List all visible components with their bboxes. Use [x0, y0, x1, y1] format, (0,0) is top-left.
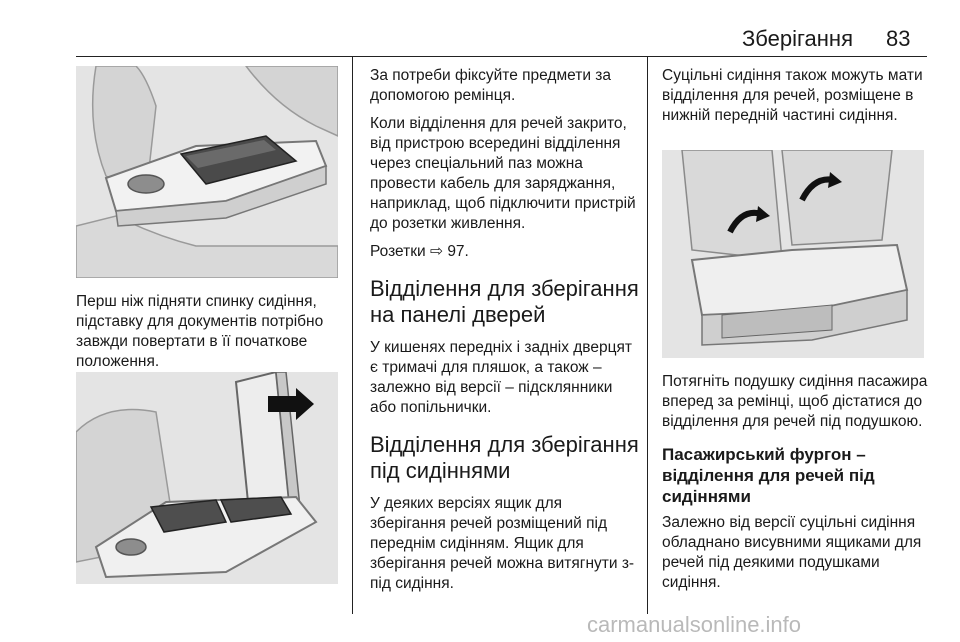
heading-van-under-seat: Пасажирський фургон – відділення для речей під сидіннями	[662, 445, 875, 506]
armrest-closed-illustration	[76, 66, 338, 278]
paragraph-door-pockets: У кишенях передніх і задніх дверцят є тримачі для пляшок, а також – залежно від версії – підсклянники або попільнички.	[370, 339, 632, 416]
column-divider-right	[647, 57, 648, 614]
paragraph-under-seat-drawer: У деяких версіях ящик для зберігання речей розміщений під переднім сидінням. Ящик для зберігання речей можна витягнути з-під сидіння.	[370, 495, 635, 592]
watermark: carmanualsonline.info	[587, 612, 802, 637]
column-1	[76, 292, 342, 380]
figure-caption: Перш ніж підняти спинку сидіння, підставку для документів потрібно завжди повертати в її початкове положення.	[76, 293, 324, 370]
header-divider	[76, 56, 927, 57]
paragraph-strap: За потреби фіксуйте предмети за допомогою ремінця.	[370, 67, 612, 104]
paragraph-pull-cushion: Потягніть подушку сидіння пасажира вперед за ремінці, щоб дістатися до відділення для речей під подушкою.	[662, 373, 928, 430]
heading-door-storage: Відділення для зберігання на панелі дверей	[370, 276, 639, 327]
cross-reference	[370, 242, 640, 262]
column-3	[662, 66, 934, 134]
cross-reference-arrow-icon: ⇨	[430, 243, 443, 260]
paragraph-van-drawers: Залежно від версії суцільні сидіння обладнано висувними ящиками для речей під деякими подушками сидіння.	[662, 514, 922, 591]
cross-reference-label: Розетки	[370, 243, 426, 260]
paragraph-bench-storage: Суцільні сидіння також можуть мати відділення для речей, розміщене в нижній передній частині сидіння.	[662, 67, 923, 124]
cross-reference-page: 97.	[447, 243, 469, 260]
page-header-title: Зберігання	[742, 26, 853, 51]
column-divider-left	[352, 57, 353, 614]
column-3-lower	[662, 372, 934, 601]
heading-under-seat-storage: Відділення для зберігання під сидіннями	[370, 432, 639, 483]
bench-seat-illustration	[662, 150, 924, 358]
page-number: 83	[886, 26, 911, 51]
column-2	[370, 66, 640, 602]
armrest-open-illustration	[76, 372, 338, 584]
paragraph-cable: Коли відділення для речей закрито, від пристрою всередині відділення через спеціальний паз можна провести кабель для заряджання, наприклад, щоб підключити пристрій до розетки живлення.	[370, 115, 636, 232]
